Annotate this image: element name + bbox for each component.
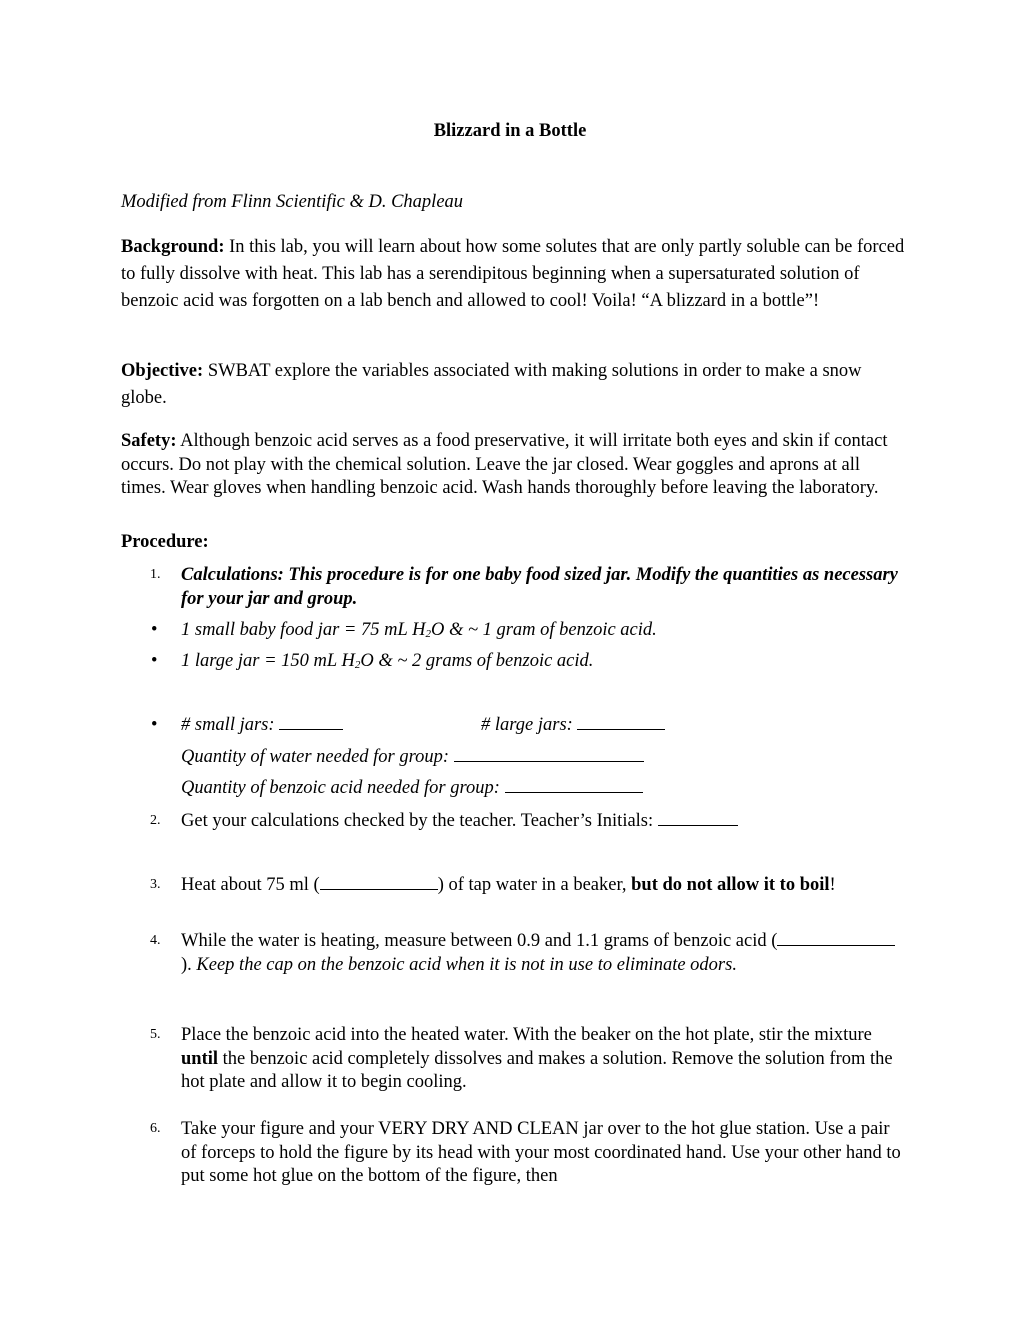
acid-quantity-field[interactable]	[181, 778, 643, 799]
small-jars-field[interactable]	[181, 715, 343, 736]
objective-paragraph	[121, 358, 906, 412]
water-quantity-blank[interactable]	[454, 747, 644, 762]
step-number: 4.	[150, 933, 161, 948]
step-6-text: Take your figure and your VERY DRY AND CLEAN jar over to the hot glue station. Use a pair of forceps to hold the figure by its head with your most coordinated hand. Use your other hand to put some hot glue on the bottom of the figure, then	[181, 1119, 901, 1187]
step-2-text: Get your calculations checked by the teacher. Teacher’s Initials:	[181, 810, 906, 834]
step-3-text: Heat about 75 ml ( ) of tap water in a beaker, but do not allow it to boil!	[181, 875, 836, 895]
safety-paragraph	[121, 430, 906, 501]
step-number: 1.	[150, 567, 161, 582]
large-jars-label: # large jars:	[481, 715, 578, 735]
background-label: Background:	[121, 237, 225, 257]
water-amount-blank[interactable]	[320, 875, 438, 890]
document-title: Blizzard in a Bottle	[433, 121, 587, 141]
water-quantity-label: Quantity of water needed for group:	[181, 747, 454, 767]
objective-label: Objective:	[121, 361, 204, 381]
step-1-text: Calculations: This procedure is for one baby food sized jar. Modify the quantities as necessary for your jar and group.	[181, 565, 898, 609]
large-jars-blank[interactable]	[577, 715, 665, 730]
bullet-small-jar: • 1 small baby food jar = 75 mL $H_2O$ & ~ 1 gram of benzoic acid.	[181, 620, 657, 641]
step-number: 6.	[150, 1121, 161, 1136]
background-text: In this lab, you will learn about how some solutes that are only partly soluble can be forced to fully dissolve with heat. This lab has a serendipitous beginning when a supersaturated solution of benzoic acid was forgotten on a lab bench and allowed to cool! Voila! “A blizzard in a bottle”!	[121, 237, 905, 311]
background-paragraph	[121, 234, 906, 315]
bullet-large-jar: • 1 large jar = 150 mL $H_2O$ & ~ 2 grams of benzoic acid.	[181, 651, 593, 672]
step-number: 5.	[150, 1027, 161, 1042]
large-jars-field[interactable]	[481, 715, 665, 736]
attribution: Modified from Flinn Scientific & D. Chapleau	[121, 192, 464, 212]
safety-label: Safety:	[121, 431, 177, 451]
water-quantity-field[interactable]	[181, 747, 644, 768]
step-5-text: Place the benzoic acid into the heated water. With the beaker on the hot plate, stir the mixture until the benzoic acid completely dissolves and makes a solution. Remove the solution from the hot plate and allow it to begin cooling.	[181, 1025, 893, 1093]
step-number: 2.	[150, 813, 161, 828]
procedure-heading: Procedure:	[121, 532, 209, 552]
small-jars-label: # small jars:	[181, 715, 280, 735]
acid-quantity-blank[interactable]	[505, 778, 643, 793]
step-number: 3.	[150, 877, 161, 892]
step-4-text: While the water is heating, measure between 0.9 and 1.1 grams of benzoic acid (). Keep the cap on the benzoic acid when it is not in use to eliminate odors.	[181, 930, 906, 977]
objective-text: SWBAT explore the variables associated with making solutions in order to make a snow globe.	[121, 361, 862, 408]
safety-text: Although benzoic acid serves as a food preservative, it will irritate both eyes and skin if contact occurs. Do not play with the chemical solution. Leave the jar closed. Wear goggles and aprons at all times. Wear gloves when handling benzoic acid. Wash hands thoroughly before leaving the laboratory.	[121, 431, 888, 499]
small-jars-blank[interactable]	[279, 715, 343, 730]
teacher-initials-blank[interactable]	[658, 811, 738, 826]
acid-quantity-label: Quantity of benzoic acid needed for group:	[181, 778, 505, 798]
acid-mass-blank[interactable]	[777, 931, 895, 946]
